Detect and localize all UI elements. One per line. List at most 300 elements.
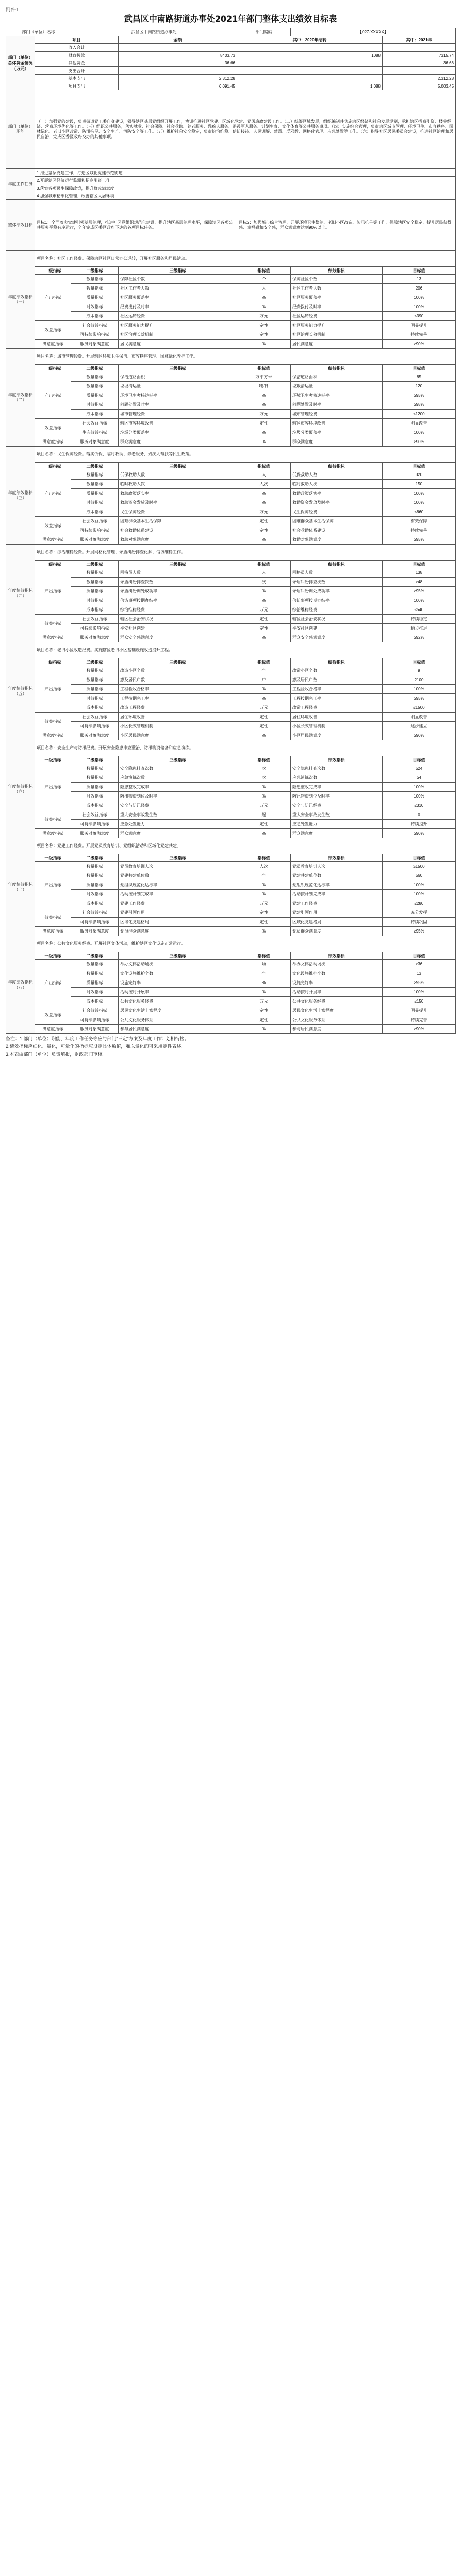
group-desc: 项目名称：城市管理经费。开展辖区环境卫生保洁、市容秩序管理、园林绿化养护工作。 (35, 349, 456, 365)
ind-target: 持续提升 (383, 820, 456, 829)
ind-col-level1: 一级指标 (35, 952, 71, 960)
ind-level3: 党建引领作用 (119, 908, 237, 918)
ind-target: 充分发挥 (383, 908, 456, 918)
ind-metric: 隐患整改完成率 (291, 783, 383, 792)
ind-level2: 数量指标 (71, 666, 119, 675)
ind-level2: 成本指标 (71, 899, 119, 908)
ind-metric: 社区治理长效机制 (291, 330, 383, 340)
ind-level2: 社会效益指标 (71, 321, 119, 330)
ind-level2: 成本指标 (71, 507, 119, 517)
ind-metric: 举办文体活动场次 (291, 960, 383, 969)
ind-unit: 定性 (237, 526, 291, 535)
ind-metric: 群众安全感满意度 (291, 633, 383, 642)
group-desc-row (6, 447, 456, 463)
code-value: 【027-XXXXX】 (291, 28, 456, 36)
ind-target: 持续稳定 (383, 615, 456, 624)
ind-unit: 人次 (237, 862, 291, 871)
indicator-header-row (6, 658, 456, 666)
ind-metric: 城市管理经费 (291, 410, 383, 419)
ind-level3: 经费拨付及时率 (119, 302, 237, 312)
ind-metric: 信访事项按期办结率 (291, 596, 383, 605)
group-desc-row (6, 251, 456, 267)
ind-metric: 社区工作者人数 (291, 284, 383, 293)
ind-level2: 数量指标 (71, 284, 119, 293)
ind-level2: 时效指标 (71, 694, 119, 703)
funding-current (383, 67, 456, 75)
ind-col-level3: 三级指标 (119, 756, 237, 764)
ind-level1: 产出指标 (35, 372, 71, 419)
ind-unit: 场 (237, 960, 291, 969)
indicator-row (6, 382, 456, 391)
ind-level3: 区域化党建格局 (119, 918, 237, 927)
ind-unit: % (237, 829, 291, 838)
funding-amount (119, 44, 237, 52)
ind-target: 206 (383, 284, 456, 293)
ind-level1: 产出指标 (35, 470, 71, 517)
ind-level3: 公共文化服务体系 (119, 1015, 237, 1025)
ind-metric: 社区服务能力提升 (291, 321, 383, 330)
ind-col-metric: 绩效指标 (291, 463, 383, 470)
ind-level3: 工程验收合格率 (119, 685, 237, 694)
ind-target: 13 (383, 275, 456, 284)
ind-level1: 效益指标 (35, 419, 71, 437)
ind-col-level1: 一级指标 (35, 561, 71, 568)
ind-col-level1: 一级指标 (35, 854, 71, 862)
ind-unit: 定性 (237, 820, 291, 829)
ind-target: 100% (383, 596, 456, 605)
ind-unit: 万元 (237, 997, 291, 1006)
ind-level1: 效益指标 (35, 908, 71, 927)
task-row (6, 192, 456, 200)
ind-unit: 定性 (237, 1015, 291, 1025)
ind-level3: 安全隐患排查次数 (119, 764, 237, 773)
ind-col-target: 目标值 (383, 952, 456, 960)
group-desc: 项目名称：综治维稳经费。开展网格化管理、矛盾纠纷排查化解、信访维稳工作。 (35, 545, 456, 561)
ind-metric: 党组织规范化达标率 (291, 880, 383, 890)
ind-unit: 万元 (237, 703, 291, 713)
ind-col-level2: 二级指标 (71, 463, 119, 470)
indicator-row (6, 489, 456, 498)
ind-metric: 民生保障经费 (291, 507, 383, 517)
ind-unit: 定性 (237, 713, 291, 722)
ind-unit: 定性 (237, 517, 291, 526)
task-item: 4.加强城市精细化管理，改善辖区人居环境 (35, 192, 456, 200)
ind-level2: 时效指标 (71, 988, 119, 997)
ind-level3: 惠及居民户数 (119, 675, 237, 685)
indicator-row (6, 596, 456, 605)
indicator-row (6, 862, 456, 871)
ind-level2: 服务对象满意度 (71, 731, 119, 740)
ind-level2: 可持续影响指标 (71, 918, 119, 927)
ind-metric: 平安社区创建 (291, 624, 383, 633)
ind-level2: 成本指标 (71, 410, 119, 419)
ind-target: ≥95% (383, 391, 456, 400)
ind-metric: 区域化党建格局 (291, 918, 383, 927)
document-page (6, 0, 455, 1057)
ind-col-level3: 三级指标 (119, 658, 237, 666)
ind-level2: 数量指标 (71, 969, 119, 978)
ind-unit: 万元 (237, 410, 291, 419)
indicator-row (6, 498, 456, 507)
ind-level3: 公共文化服务经费 (119, 997, 237, 1006)
ind-level1: 满意度指标 (35, 535, 71, 545)
ind-metric: 工程按期完工率 (291, 694, 383, 703)
ind-level1: 满意度指标 (35, 829, 71, 838)
goals-left: 目标1：全面落实党建引领基层治理，推进社区党组织规范化建设，提升辖区基层治理水平，保障辖区各项公共服务平稳有序运行，全年完成区委区政府下达的各项目标任务。 (35, 200, 237, 251)
funding-current: 7315.74 (383, 52, 456, 59)
ind-target: 持续完善 (383, 526, 456, 535)
ind-level3: 救助政策落实率 (119, 489, 237, 498)
ind-level2: 数量指标 (71, 480, 119, 489)
ind-metric: 社会救助体系建设 (291, 526, 383, 535)
ind-unit: % (237, 587, 291, 596)
ind-unit: % (237, 340, 291, 349)
funding-current: 5,003.45 (383, 82, 456, 90)
ind-target: 明显改善 (383, 713, 456, 722)
ind-level2: 数量指标 (71, 862, 119, 871)
ind-level3: 工程按期完工率 (119, 694, 237, 703)
ind-target: ≤1500 (383, 703, 456, 713)
ind-level2: 时效指标 (71, 890, 119, 899)
ind-level3: 改造工程经费 (119, 703, 237, 713)
ind-target: 持续巩固 (383, 918, 456, 927)
ind-unit: % (237, 978, 291, 988)
ind-level1: 产出指标 (35, 666, 71, 713)
ind-target: ≥95% (383, 587, 456, 596)
ind-level3: 问题处置及时率 (119, 400, 237, 410)
ind-metric: 活动按时开展率 (291, 988, 383, 997)
ind-col-level2: 二级指标 (71, 658, 119, 666)
ind-level1: 满意度指标 (35, 731, 71, 740)
ind-level3: 辖区社会治安状况 (119, 615, 237, 624)
functions-label: 部门（单位）职能 (6, 90, 35, 169)
ind-target: 100% (383, 428, 456, 437)
funding-carry (237, 44, 383, 52)
funding-row (6, 44, 456, 52)
ind-level2: 数量指标 (71, 382, 119, 391)
ind-unit: 万元 (237, 312, 291, 321)
indicator-row (6, 391, 456, 400)
indicator-row (6, 312, 456, 321)
ind-unit: 万平方米 (237, 372, 291, 382)
ind-level2: 数量指标 (71, 470, 119, 480)
dept-label: 部门（单位）名称 (6, 28, 71, 36)
ind-unit: 次 (237, 764, 291, 773)
group-label: 年度绩效指标（八） (6, 936, 35, 1034)
funding-col-current: 其中：2021年 (383, 36, 456, 44)
task-item: 1.推进基层党建工作，打造区域化党建示范街道 (35, 169, 456, 177)
ind-level2: 数量指标 (71, 275, 119, 284)
ind-unit: 万元 (237, 605, 291, 615)
indicator-row (6, 372, 456, 382)
ind-unit: 定性 (237, 624, 291, 633)
ind-level3: 党建工作经费 (119, 899, 237, 908)
ind-target: ≤860 (383, 507, 456, 517)
task-item: 3.落实各项民生保障政策，提升群众满意度 (35, 184, 456, 192)
attachment-caption: 附件1 (6, 7, 19, 13)
ind-unit: 个 (237, 275, 291, 284)
ind-level3: 救助对象满意度 (119, 535, 237, 545)
ind-metric: 问题处置及时率 (291, 400, 383, 410)
indicator-row (6, 908, 456, 918)
ind-col-level1: 一级指标 (35, 365, 71, 372)
ind-level3: 参与居民满意度 (119, 1025, 237, 1034)
ind-level2: 数量指标 (71, 675, 119, 685)
ind-level3: 社区服务能力提升 (119, 321, 237, 330)
indicator-row (6, 578, 456, 587)
ind-level2: 可持续影响指标 (71, 722, 119, 731)
ind-unit: 起 (237, 810, 291, 820)
funding-row (6, 59, 456, 67)
indicator-row (6, 969, 456, 978)
ind-unit: % (237, 391, 291, 400)
ind-level2: 成本指标 (71, 997, 119, 1006)
indicator-header-row (6, 365, 456, 372)
ind-unit: 户 (237, 675, 291, 685)
ind-unit: % (237, 792, 291, 801)
footnote-line: 2.绩效指标应细化、量化，可量化的指标应设定具体数值，难以量化的可采用定性表述。 (6, 1044, 186, 1049)
ind-level2: 成本指标 (71, 605, 119, 615)
funding-item: 支出合计 (35, 67, 119, 75)
ind-unit: 次 (237, 578, 291, 587)
ind-level2: 社会效益指标 (71, 908, 119, 918)
ind-level2: 质量指标 (71, 587, 119, 596)
ind-target: 100% (383, 498, 456, 507)
group-label: 年度绩效指标（六） (6, 740, 35, 838)
group-desc: 项目名称：党建工作经费。开展党员教育培训、党组织活动和区域化党建共建。 (35, 838, 456, 854)
funding-col-item: 项目 (35, 36, 119, 44)
ind-unit: 个 (237, 969, 291, 978)
ind-metric: 网格员人数 (291, 568, 383, 578)
ind-level3: 居民文化生活丰富程度 (119, 1006, 237, 1015)
indicator-row (6, 568, 456, 578)
ind-level1: 效益指标 (35, 1006, 71, 1025)
ind-level2: 服务对象满意度 (71, 437, 119, 447)
footnote-line: 3.本表由部门（单位）负责填报，财政部门审核。 (6, 1052, 107, 1057)
funding-item: 收入合计 (35, 44, 119, 52)
group-desc-row (6, 349, 456, 365)
ind-metric: 文化设施维护个数 (291, 969, 383, 978)
ind-metric: 经费拨付及时率 (291, 302, 383, 312)
funding-carry: 1088 (237, 52, 383, 59)
ind-target: 有效保障 (383, 517, 456, 526)
ind-level1: 效益指标 (35, 713, 71, 731)
goals-label: 整体绩效目标 (6, 200, 35, 251)
ind-target: ≥24 (383, 764, 456, 773)
goals-right: 目标2：加强城市综合管理，开展环境卫生整治、老旧小区改造、防汛抗旱等工作，保障辖区安全稳定，提升居民获得感、幸福感和安全感，群众满意度达到90%以上。 (237, 200, 456, 251)
ind-target: 100% (383, 302, 456, 312)
ind-col-level2: 二级指标 (71, 365, 119, 372)
ind-metric: 保障社区个数 (291, 275, 383, 284)
indicator-header-row (6, 756, 456, 764)
ind-level2: 可持续影响指标 (71, 526, 119, 535)
ind-level3: 应急演练次数 (119, 773, 237, 783)
ind-unit: 吨/日 (237, 382, 291, 391)
ind-unit: % (237, 400, 291, 410)
ind-target: 逐步建立 (383, 722, 456, 731)
ind-metric: 党员教育培训人次 (291, 862, 383, 871)
ind-metric: 辖区社会治安状况 (291, 615, 383, 624)
indicator-row (6, 829, 456, 838)
ind-target: ≤280 (383, 899, 456, 908)
ind-target: 100% (383, 489, 456, 498)
ind-unit: 万元 (237, 801, 291, 810)
ind-level1: 产出指标 (35, 764, 71, 810)
page-title: 武昌区中南路街道办事处2021年部门整体支出绩效目标表 (124, 14, 337, 24)
ind-col-level3: 三级指标 (119, 267, 237, 275)
ind-col-level2: 二级指标 (71, 952, 119, 960)
ind-metric: 应急演练次数 (291, 773, 383, 783)
ind-level1: 效益指标 (35, 517, 71, 535)
ind-target: 100% (383, 783, 456, 792)
ind-level3: 综治维稳经费 (119, 605, 237, 615)
ind-target: 138 (383, 568, 456, 578)
funding-amount: 6,091.45 (119, 82, 237, 90)
ind-level1: 产出指标 (35, 862, 71, 908)
group-desc: 项目名称：社区工作经费。保障辖区社区日常办公运转，开展社区服务和居民活动。 (35, 251, 456, 267)
ind-level1: 满意度指标 (35, 340, 71, 349)
group-desc: 项目名称：安全生产与防汛经费。开展安全隐患排查整治、防汛物资储备和应急演练。 (35, 740, 456, 756)
ind-target: 2100 (383, 675, 456, 685)
ind-level2: 服务对象满意度 (71, 829, 119, 838)
task-item: 2.开展辖区经济运行监测和招商引资工作 (35, 177, 456, 184)
ind-level1: 效益指标 (35, 321, 71, 340)
indicator-row (6, 535, 456, 545)
group-label: 年度绩效指标（七） (6, 838, 35, 936)
ind-level2: 质量指标 (71, 489, 119, 498)
ind-unit: % (237, 302, 291, 312)
ind-level3: 环境卫生考核达标率 (119, 391, 237, 400)
ind-target: ≥48 (383, 578, 456, 587)
ind-unit: 人 (237, 470, 291, 480)
indicator-row (6, 605, 456, 615)
ind-col-level1: 一级指标 (35, 463, 71, 470)
funding-header-row (6, 36, 456, 44)
group-desc: 项目名称：公共文化服务经费。开展社区文体活动，维护辖区文化设施正常运行。 (35, 936, 456, 952)
ind-level2: 可持续影响指标 (71, 1015, 119, 1025)
ind-level3: 社区运转经费 (119, 312, 237, 321)
ind-col-level1: 一级指标 (35, 267, 71, 275)
ind-metric: 临时救助人次 (291, 480, 383, 489)
ind-col-unit: 指标值 (237, 952, 291, 960)
ind-level2: 质量指标 (71, 880, 119, 890)
ind-metric: 党员群众满意度 (291, 927, 383, 936)
ind-unit: % (237, 685, 291, 694)
ind-level1: 效益指标 (35, 615, 71, 633)
ind-level3: 设施完好率 (119, 978, 237, 988)
ind-col-target: 目标值 (383, 463, 456, 470)
ind-level2: 社会效益指标 (71, 419, 119, 428)
indicator-row (6, 801, 456, 810)
indicator-row (6, 675, 456, 685)
indicator-row (6, 526, 456, 535)
ind-col-level3: 三级指标 (119, 463, 237, 470)
ind-target: ≥4 (383, 773, 456, 783)
indicator-row (6, 587, 456, 596)
indicator-row (6, 685, 456, 694)
ind-level3: 群众安全感满意度 (119, 633, 237, 642)
ind-level3: 救助资金发放及时率 (119, 498, 237, 507)
indicator-row (6, 703, 456, 713)
group-desc-row (6, 936, 456, 952)
indicator-row (6, 890, 456, 899)
ind-col-unit: 指标值 (237, 561, 291, 568)
ind-metric: 参与居民满意度 (291, 1025, 383, 1034)
ind-col-unit: 指标值 (237, 365, 291, 372)
ind-level1: 产出指标 (35, 568, 71, 615)
ind-col-target: 目标值 (383, 267, 456, 275)
funding-item: 基本支出 (35, 75, 119, 82)
ind-col-metric: 绩效指标 (291, 658, 383, 666)
ind-target: ≥90% (383, 1025, 456, 1034)
ind-col-unit: 指标值 (237, 463, 291, 470)
ind-level2: 社会效益指标 (71, 713, 119, 722)
ind-metric: 综治维稳经费 (291, 605, 383, 615)
ind-level2: 数量指标 (71, 871, 119, 880)
ind-target: 明显提升 (383, 1006, 456, 1015)
ind-level2: 社会效益指标 (71, 517, 119, 526)
ind-target: ≥90% (383, 829, 456, 838)
funding-amount: 2,312.28 (119, 75, 237, 82)
ind-level3: 小区长效管理机制 (119, 722, 237, 731)
tasks-label: 年度工作任务 (6, 169, 35, 200)
ind-col-metric: 绩效指标 (291, 952, 383, 960)
ind-target: 150 (383, 480, 456, 489)
funding-row (6, 82, 456, 90)
funding-row (6, 67, 456, 75)
ind-unit: 定性 (237, 1006, 291, 1015)
ind-unit: % (237, 498, 291, 507)
indicator-row (6, 783, 456, 792)
ind-level2: 数量指标 (71, 372, 119, 382)
ind-unit: 个 (237, 666, 291, 675)
indicator-row (6, 880, 456, 890)
ind-metric: 矛盾纠纷调处成功率 (291, 587, 383, 596)
ind-level3: 低保救助人数 (119, 470, 237, 480)
ind-level1: 满意度指标 (35, 437, 71, 447)
indicator-row (6, 507, 456, 517)
ind-level2: 时效指标 (71, 400, 119, 410)
ind-metric: 救助对象满意度 (291, 535, 383, 545)
indicator-row (6, 400, 456, 410)
indicator-header-row (6, 463, 456, 470)
ind-target: 明显提升 (383, 321, 456, 330)
ind-level2: 社会效益指标 (71, 615, 119, 624)
ind-level2: 服务对象满意度 (71, 340, 119, 349)
ind-unit: 定性 (237, 615, 291, 624)
ind-metric: 活动按计划完成率 (291, 890, 383, 899)
ind-level3: 社区工作者人数 (119, 284, 237, 293)
ind-level3: 居住环境改善 (119, 713, 237, 722)
ind-level3: 社区治理长效机制 (119, 330, 237, 340)
group-label: 年度绩效指标（一） (6, 251, 35, 349)
ind-level3: 文化设施维护个数 (119, 969, 237, 978)
ind-target: ≥90% (383, 340, 456, 349)
ind-level1: 产出指标 (35, 275, 71, 321)
funding-row (6, 52, 456, 59)
indicator-row (6, 293, 456, 302)
group-desc-row (6, 740, 456, 756)
ind-unit: 个 (237, 871, 291, 880)
indicator-header-row (6, 561, 456, 568)
funding-current (383, 44, 456, 52)
funding-amount: 8403.73 (119, 52, 237, 59)
ind-level2: 可持续影响指标 (71, 624, 119, 633)
indicator-row (6, 927, 456, 936)
ind-unit: % (237, 988, 291, 997)
goals-row (6, 200, 456, 251)
functions-row (6, 90, 456, 169)
